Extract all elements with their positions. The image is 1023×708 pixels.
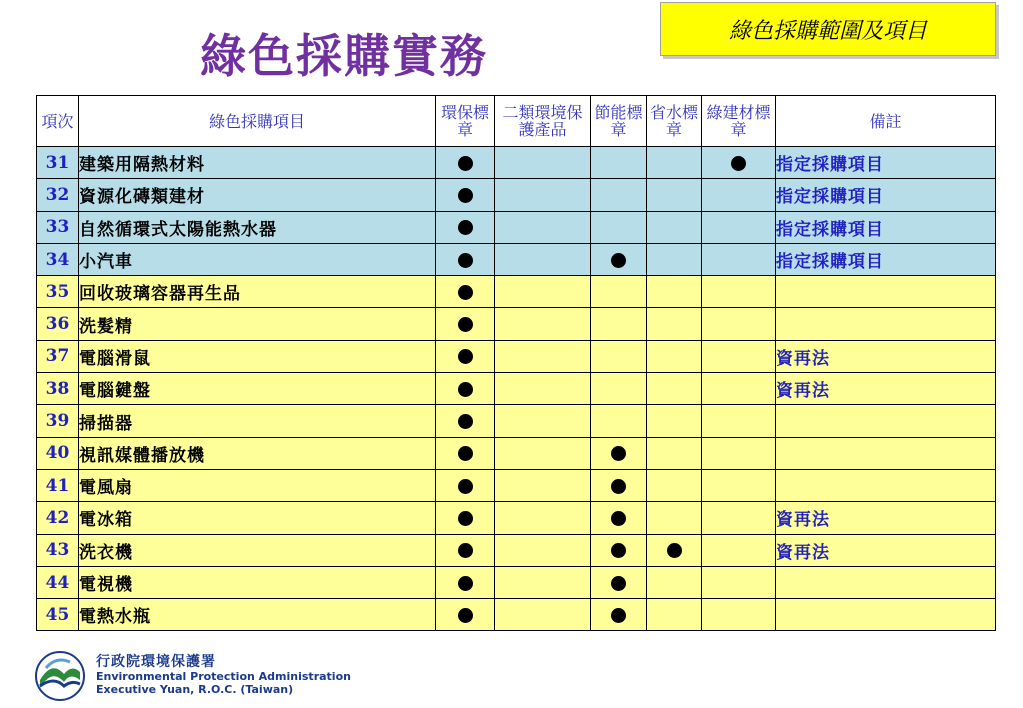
row-type2-cell [495, 211, 591, 243]
row-number: 40 [37, 437, 79, 469]
table-row [37, 437, 996, 469]
row-building-cell [702, 276, 776, 308]
row-item-name: 電風扇 [79, 469, 436, 501]
filled-dot-icon [458, 446, 473, 461]
row-item-name: 電熱水瓶 [79, 599, 436, 631]
row-type2-cell [495, 340, 591, 372]
row-item-name: 小汽車 [79, 243, 436, 275]
row-type2-cell [495, 243, 591, 275]
row-eco-cell [436, 276, 495, 308]
row-water-cell [647, 243, 702, 275]
row-energy-cell [591, 276, 647, 308]
filled-dot-icon [458, 511, 473, 526]
section-tag-label: 綠色採購範圍及項目 [728, 18, 927, 44]
row-building-cell [702, 179, 776, 211]
row-number: 36 [37, 308, 79, 340]
row-type2-cell [495, 599, 591, 631]
filled-dot-icon [458, 576, 473, 591]
row-note [776, 566, 996, 598]
table-row [37, 373, 996, 405]
row-item-name: 建築用隔熱材料 [79, 147, 436, 179]
row-water-cell [647, 502, 702, 534]
row-type2-cell [495, 276, 591, 308]
row-energy-cell [591, 340, 647, 372]
row-eco-cell [436, 437, 495, 469]
row-eco-cell [436, 566, 495, 598]
filled-dot-icon [458, 285, 473, 300]
row-number: 41 [37, 469, 79, 501]
table-row [37, 469, 996, 501]
row-number: 31 [37, 147, 79, 179]
row-energy-cell [591, 308, 647, 340]
row-type2-cell [495, 405, 591, 437]
row-energy-cell [591, 405, 647, 437]
table-row [37, 340, 996, 372]
header-energy-label: 節能標章 [591, 96, 647, 147]
row-note [776, 469, 996, 501]
row-eco-cell [436, 502, 495, 534]
filled-dot-icon [458, 479, 473, 494]
org-name-en-line2: Executive Yuan, R.O.C. (Taiwan) [96, 683, 294, 696]
row-eco-cell [436, 340, 495, 372]
filled-dot-icon [611, 543, 626, 558]
row-number: 45 [37, 599, 79, 631]
row-item-name: 電腦滑鼠 [79, 340, 436, 372]
row-energy-cell [591, 179, 647, 211]
row-energy-cell [591, 566, 647, 598]
filled-dot-icon [611, 576, 626, 591]
row-building-cell [702, 469, 776, 501]
row-type2-cell [495, 147, 591, 179]
row-water-cell [647, 147, 702, 179]
header-type2: 二類環境保護產品 [495, 96, 591, 147]
row-item-name: 電視機 [79, 566, 436, 598]
row-number: 43 [37, 534, 79, 566]
filled-dot-icon [611, 446, 626, 461]
row-type2-cell [495, 566, 591, 598]
filled-dot-icon [611, 511, 626, 526]
row-note [776, 308, 996, 340]
filled-dot-icon [458, 608, 473, 623]
table-row [37, 147, 996, 179]
row-water-cell [647, 534, 702, 566]
epa-logo-icon [34, 650, 86, 702]
row-energy-cell [591, 534, 647, 566]
org-name-en-line1: Environmental Protection Administration [96, 670, 351, 683]
row-number: 32 [37, 179, 79, 211]
page-title: 綠色採購實務 [200, 29, 488, 83]
row-type2-cell [495, 437, 591, 469]
row-energy-cell [591, 437, 647, 469]
row-building-cell [702, 534, 776, 566]
table-row [37, 534, 996, 566]
row-building-cell [702, 599, 776, 631]
row-number: 35 [37, 276, 79, 308]
row-item-name: 視訊媒體播放機 [79, 437, 436, 469]
row-water-cell [647, 340, 702, 372]
header-eco-label: 環保標章 [436, 96, 495, 147]
header-green-building: 綠建材標章 [702, 96, 776, 147]
filled-dot-icon [458, 543, 473, 558]
row-building-cell [702, 502, 776, 534]
row-energy-cell [591, 599, 647, 631]
row-type2-cell [495, 308, 591, 340]
table-row [37, 566, 996, 598]
table-row [37, 179, 996, 211]
row-eco-cell [436, 243, 495, 275]
table-row [37, 599, 996, 631]
row-type2-cell [495, 502, 591, 534]
row-eco-cell [436, 373, 495, 405]
row-building-cell [702, 340, 776, 372]
header-item: 綠色採購項目 [79, 96, 436, 147]
filled-dot-icon [731, 156, 746, 171]
filled-dot-icon [667, 543, 682, 558]
row-energy-cell [591, 373, 647, 405]
row-eco-cell [436, 599, 495, 631]
row-note [776, 599, 996, 631]
header-water-label: 省水標章 [647, 96, 702, 147]
header-note: 備註 [776, 96, 996, 147]
table-row [37, 405, 996, 437]
row-water-cell [647, 373, 702, 405]
row-number: 39 [37, 405, 79, 437]
organization-block [96, 654, 351, 696]
row-energy-cell [591, 211, 647, 243]
row-number: 42 [37, 502, 79, 534]
row-note: 資再法 [776, 340, 996, 372]
row-eco-cell [436, 469, 495, 501]
row-number: 44 [37, 566, 79, 598]
filled-dot-icon [458, 382, 473, 397]
row-water-cell [647, 276, 702, 308]
row-energy-cell [591, 147, 647, 179]
row-number: 33 [37, 211, 79, 243]
row-number: 34 [37, 243, 79, 275]
row-type2-cell [495, 373, 591, 405]
filled-dot-icon [458, 317, 473, 332]
row-note [776, 276, 996, 308]
table-header-row [37, 96, 996, 147]
row-water-cell [647, 211, 702, 243]
section-tag [660, 2, 996, 56]
row-water-cell [647, 308, 702, 340]
row-eco-cell [436, 179, 495, 211]
filled-dot-icon [458, 349, 473, 364]
filled-dot-icon [458, 253, 473, 268]
row-note: 指定採購項目 [776, 147, 996, 179]
row-item-name: 洗髮精 [79, 308, 436, 340]
row-building-cell [702, 566, 776, 598]
row-building-cell [702, 211, 776, 243]
row-water-cell [647, 405, 702, 437]
filled-dot-icon [611, 479, 626, 494]
table-row [37, 211, 996, 243]
row-energy-cell [591, 243, 647, 275]
row-number: 37 [37, 340, 79, 372]
row-eco-cell [436, 534, 495, 566]
row-number: 38 [37, 373, 79, 405]
row-water-cell [647, 469, 702, 501]
row-eco-cell [436, 211, 495, 243]
org-name-zh: 行政院環境保護署 [96, 654, 216, 670]
row-eco-cell [436, 308, 495, 340]
row-note: 資再法 [776, 373, 996, 405]
filled-dot-icon [611, 608, 626, 623]
row-building-cell [702, 405, 776, 437]
row-building-cell [702, 437, 776, 469]
row-note [776, 405, 996, 437]
filled-dot-icon [458, 414, 473, 429]
row-item-name: 電冰箱 [79, 502, 436, 534]
row-note: 指定採購項目 [776, 211, 996, 243]
row-item-name: 洗衣機 [79, 534, 436, 566]
procurement-table [36, 95, 996, 631]
row-water-cell [647, 566, 702, 598]
row-eco-cell [436, 147, 495, 179]
row-note: 指定採購項目 [776, 179, 996, 211]
row-water-cell [647, 437, 702, 469]
row-eco-cell [436, 405, 495, 437]
row-note [776, 437, 996, 469]
row-energy-cell [591, 469, 647, 501]
row-item-name: 資源化磚類建材 [79, 179, 436, 211]
table-row [37, 243, 996, 275]
row-type2-cell [495, 179, 591, 211]
row-item-name: 自然循環式太陽能熱水器 [79, 211, 436, 243]
header-num: 項次 [37, 96, 79, 147]
row-building-cell [702, 147, 776, 179]
row-building-cell [702, 373, 776, 405]
row-water-cell [647, 599, 702, 631]
row-energy-cell [591, 502, 647, 534]
row-note: 指定採購項目 [776, 243, 996, 275]
row-note: 資再法 [776, 502, 996, 534]
table-row [37, 308, 996, 340]
row-type2-cell [495, 534, 591, 566]
row-note: 資再法 [776, 534, 996, 566]
table-row [37, 276, 996, 308]
row-water-cell [647, 179, 702, 211]
filled-dot-icon [458, 188, 473, 203]
row-building-cell [702, 243, 776, 275]
row-item-name: 電腦鍵盤 [79, 373, 436, 405]
row-building-cell [702, 308, 776, 340]
row-item-name: 回收玻璃容器再生品 [79, 276, 436, 308]
filled-dot-icon [458, 156, 473, 171]
row-type2-cell [495, 469, 591, 501]
filled-dot-icon [458, 220, 473, 235]
filled-dot-icon [611, 253, 626, 268]
table-row [37, 502, 996, 534]
row-item-name: 掃描器 [79, 405, 436, 437]
